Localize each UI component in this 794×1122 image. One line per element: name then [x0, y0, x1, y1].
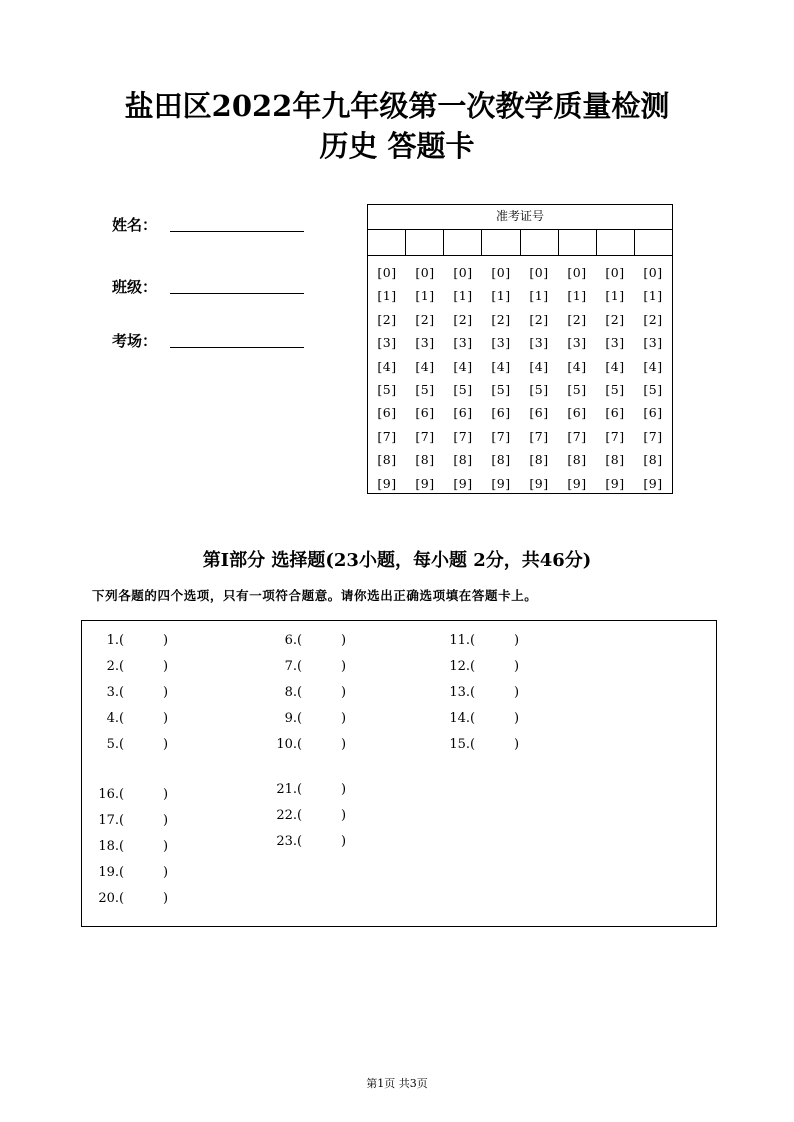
- exam-id-option-row: [368, 448, 672, 471]
- exam-id-option-bubble[interactable]: [8]: [643, 452, 663, 468]
- exam-id-option-bubble[interactable]: [3]: [377, 335, 397, 351]
- exam-id-option-bubble[interactable]: [9]: [567, 475, 587, 491]
- exam-id-option-bubble[interactable]: [3]: [605, 335, 625, 351]
- question-number: 13.: [449, 685, 470, 700]
- answer-close-paren: ): [341, 808, 347, 823]
- class-field[interactable]: [112, 276, 157, 297]
- answer-open-paren: (: [297, 834, 303, 849]
- answer-close-paren: ): [163, 711, 169, 726]
- exam-id-option-bubble[interactable]: [0]: [377, 265, 397, 280]
- answer-close-paren: ): [341, 685, 347, 700]
- answer-open-paren: (: [297, 737, 303, 752]
- question-answer-slot[interactable]: [446, 736, 519, 754]
- exam-id-option-bubble[interactable]: [7]: [377, 428, 397, 444]
- exam-id-option-bubble[interactable]: [7]: [491, 428, 511, 444]
- answer-close-paren: ): [163, 659, 169, 674]
- exam-id-option-bubble[interactable]: [1]: [529, 288, 549, 304]
- exam-id-option-bubble[interactable]: [8]: [415, 452, 435, 468]
- answer-close-paren: ): [514, 711, 520, 726]
- question-answer-slot[interactable]: [273, 658, 346, 676]
- exam-id-option-bubble[interactable]: [1]: [453, 288, 473, 304]
- question-answer-slot[interactable]: [273, 632, 346, 650]
- question-number: 21.: [276, 782, 297, 797]
- answer-close-paren: ): [341, 834, 347, 849]
- answer-open-paren: (: [119, 659, 125, 674]
- exam-id-option-bubble[interactable]: [3]: [491, 335, 511, 351]
- exam-id-option-bubble[interactable]: [2]: [605, 311, 625, 327]
- exam-id-option-bubble[interactable]: [9]: [643, 475, 663, 491]
- exam-id-option-bubble[interactable]: [7]: [567, 428, 587, 444]
- name-label: 姓名：: [112, 216, 158, 234]
- exam-id-option-bubble[interactable]: [3]: [643, 335, 663, 351]
- question-answer-slot[interactable]: [446, 658, 519, 676]
- question-answer-slot[interactable]: [95, 632, 168, 650]
- answer-open-paren: (: [470, 659, 476, 674]
- answer-close-paren: ): [341, 711, 347, 726]
- exam-id-option-bubble[interactable]: [3]: [567, 335, 587, 351]
- exam-id-option-bubble[interactable]: [6]: [605, 405, 625, 421]
- answer-close-paren: ): [163, 633, 169, 648]
- question-answer-slot[interactable]: [446, 632, 519, 650]
- question-answer-slot[interactable]: [446, 710, 519, 728]
- exam-id-option-bubble[interactable]: [3]: [529, 335, 549, 351]
- page-subtitle: 历史 答题卡: [319, 129, 475, 163]
- question-number: 19.: [98, 865, 119, 880]
- exam-id-digit-cell[interactable]: [597, 230, 635, 255]
- exam-id-option-bubble[interactable]: [1]: [491, 288, 511, 304]
- question-answer-slot[interactable]: [95, 838, 168, 856]
- question-number: 6.: [284, 633, 297, 648]
- exam-id-option-bubble[interactable]: [4]: [567, 358, 587, 374]
- section-title: 第I部分 选择题(23小题，每小题 2分，共46分): [202, 550, 592, 571]
- exam-id-option-bubble[interactable]: [6]: [415, 405, 435, 421]
- exam-id-option-row: [368, 331, 672, 354]
- exam-id-digit-cell[interactable]: [444, 230, 482, 255]
- answer-open-paren: (: [119, 633, 125, 648]
- question-answer-slot[interactable]: [95, 710, 168, 728]
- question-answer-slot[interactable]: [273, 833, 346, 851]
- question-answer-slot[interactable]: [273, 781, 346, 799]
- exam-id-option-bubble[interactable]: [1]: [643, 288, 663, 304]
- question-answer-slot[interactable]: [95, 864, 168, 882]
- question-answer-slot[interactable]: [95, 684, 168, 702]
- answer-open-paren: (: [297, 633, 303, 648]
- exam-id-option-bubble[interactable]: [0]: [643, 265, 663, 280]
- exam-id-option-bubble[interactable]: [1]: [567, 288, 587, 304]
- answer-open-paren: (: [297, 782, 303, 797]
- exam-room-label: 考场：: [112, 332, 158, 350]
- exam-id-option-row: [368, 401, 672, 424]
- question-number: 4.: [106, 711, 119, 726]
- answer-close-paren: ): [163, 813, 169, 828]
- class-label: 班级：: [112, 278, 158, 296]
- answer-close-paren: ): [163, 865, 169, 880]
- exam-id-option-bubble[interactable]: [7]: [415, 428, 435, 444]
- exam-id-option-bubble[interactable]: [9]: [453, 475, 473, 491]
- question-answer-slot[interactable]: [95, 736, 168, 754]
- exam-id-option-row: [368, 425, 672, 448]
- answer-close-paren: ): [163, 787, 169, 802]
- exam-id-option-bubble[interactable]: [4]: [529, 358, 549, 374]
- question-number: 17.: [98, 813, 119, 828]
- question-answer-slot[interactable]: [273, 807, 346, 825]
- exam-id-option-bubble[interactable]: [1]: [377, 288, 397, 304]
- answer-open-paren: (: [119, 685, 125, 700]
- answer-open-paren: (: [297, 808, 303, 823]
- question-answer-slot[interactable]: [273, 710, 346, 728]
- answer-open-paren: (: [297, 685, 303, 700]
- exam-id-option-bubble[interactable]: [3]: [415, 335, 435, 351]
- exam-id-digit-cell[interactable]: [635, 230, 672, 255]
- answer-close-paren: ): [514, 685, 520, 700]
- answer-close-paren: ): [341, 633, 347, 648]
- exam-id-option-row: [368, 378, 672, 401]
- question-number: 7.: [284, 659, 297, 674]
- question-number: 11.: [449, 633, 470, 648]
- exam-id-digit-cell[interactable]: [521, 230, 559, 255]
- exam-id-digit-cells: [368, 230, 672, 256]
- exam-id-option-bubble[interactable]: [6]: [491, 405, 511, 421]
- exam-id-option-bubble[interactable]: [2]: [377, 311, 397, 327]
- exam-id-option-bubble[interactable]: [5]: [491, 381, 511, 397]
- question-number: 15.: [449, 737, 470, 752]
- answer-open-paren: (: [470, 737, 476, 752]
- question-number: 23.: [276, 834, 297, 849]
- exam-id-option-bubble[interactable]: [7]: [643, 428, 663, 444]
- exam-id-option-bubble[interactable]: [4]: [643, 358, 663, 374]
- exam-id-option-bubble[interactable]: [8]: [377, 452, 397, 468]
- answer-open-paren: (: [119, 865, 125, 880]
- question-number: 2.: [106, 659, 119, 674]
- exam-id-option-bubble[interactable]: [2]: [529, 311, 549, 327]
- exam-id-option-bubble[interactable]: [4]: [453, 358, 473, 374]
- exam-id-option-bubble[interactable]: [0]: [567, 265, 587, 280]
- exam-id-bubble-grid: [368, 261, 672, 495]
- exam-id-option-bubble[interactable]: [4]: [377, 358, 397, 374]
- exam-id-option-bubble[interactable]: [2]: [643, 311, 663, 327]
- exam-id-header: 准考证号: [368, 205, 672, 230]
- question-number: 1.: [106, 633, 119, 648]
- question-answer-slot[interactable]: [273, 684, 346, 702]
- question-number: 12.: [449, 659, 470, 674]
- exam-id-option-bubble[interactable]: [5]: [529, 381, 549, 397]
- answer-close-paren: ): [341, 782, 347, 797]
- exam-id-option-bubble[interactable]: [4]: [605, 358, 625, 374]
- answer-close-paren: ): [514, 659, 520, 674]
- exam-id-option-bubble[interactable]: [8]: [605, 452, 625, 468]
- exam-id-option-bubble[interactable]: [0]: [415, 265, 435, 280]
- exam-id-option-bubble[interactable]: [0]: [529, 265, 549, 280]
- exam-id-option-bubble[interactable]: [3]: [453, 335, 473, 351]
- question-answer-slot[interactable]: [95, 890, 168, 908]
- exam-id-digit-cell[interactable]: [559, 230, 597, 255]
- exam-id-option-bubble[interactable]: [2]: [567, 311, 587, 327]
- exam-id-option-bubble[interactable]: [9]: [415, 475, 435, 491]
- exam-id-option-bubble[interactable]: [6]: [377, 405, 397, 421]
- exam-id-option-bubble[interactable]: [9]: [529, 475, 549, 491]
- exam-id-option-bubble[interactable]: [1]: [605, 288, 625, 304]
- question-number: 3.: [106, 685, 119, 700]
- exam-id-option-bubble[interactable]: [2]: [453, 311, 473, 327]
- exam-id-option-bubble[interactable]: [6]: [529, 405, 549, 421]
- exam-id-option-row: [368, 261, 672, 284]
- answer-close-paren: ): [341, 737, 347, 752]
- answer-open-paren: (: [297, 711, 303, 726]
- exam-id-option-row: [368, 284, 672, 307]
- exam-id-option-bubble[interactable]: [8]: [491, 452, 511, 468]
- question-number: 20.: [98, 891, 119, 906]
- answer-close-paren: ): [341, 659, 347, 674]
- exam-id-option-bubble[interactable]: [0]: [453, 265, 473, 280]
- question-number: 10.: [276, 737, 297, 752]
- question-answer-slot[interactable]: [446, 684, 519, 702]
- exam-id-option-bubble[interactable]: [7]: [453, 428, 473, 444]
- exam-id-option-row: [368, 308, 672, 331]
- answer-open-paren: (: [297, 659, 303, 674]
- question-number: 14.: [449, 711, 470, 726]
- exam-id-option-bubble[interactable]: [7]: [605, 428, 625, 444]
- exam-id-option-bubble[interactable]: [2]: [415, 311, 435, 327]
- page-title: 盐田区2022年九年级第一次教学质量检测: [124, 89, 670, 123]
- question-number: 18.: [98, 839, 119, 854]
- page-footer: 第1页 共3页: [366, 1077, 428, 1090]
- answer-open-paren: (: [470, 711, 476, 726]
- question-answer-slot[interactable]: [273, 736, 346, 754]
- exam-id-option-row: [368, 355, 672, 378]
- exam-id-digit-cell[interactable]: [368, 230, 406, 255]
- answer-open-paren: (: [119, 787, 125, 802]
- answer-close-paren: ): [163, 891, 169, 906]
- answer-close-paren: ): [163, 685, 169, 700]
- exam-id-option-bubble[interactable]: [6]: [453, 405, 473, 421]
- exam-id-option-bubble[interactable]: [9]: [377, 475, 397, 491]
- answer-close-paren: ): [514, 737, 520, 752]
- exam-id-option-bubble[interactable]: [6]: [643, 405, 663, 421]
- answer-open-paren: (: [119, 813, 125, 828]
- class-input-line[interactable]: [170, 293, 304, 294]
- exam-id-option-bubble[interactable]: [9]: [491, 475, 511, 491]
- exam-id-option-bubble[interactable]: [7]: [529, 428, 549, 444]
- exam-room-input-line[interactable]: [170, 347, 304, 348]
- question-number: 22.: [276, 808, 297, 823]
- exam-id-option-bubble[interactable]: [5]: [605, 381, 625, 397]
- section-instruction: 下列各题的四个选项，只有一项符合题意。请你选出正确选项填在答题卡上。: [92, 588, 538, 603]
- question-answer-slot[interactable]: [95, 812, 168, 830]
- question-number: 5.: [106, 737, 119, 752]
- exam-id-option-row: [368, 472, 672, 495]
- exam-room-field[interactable]: [112, 330, 157, 351]
- exam-id-option-bubble[interactable]: [0]: [605, 265, 625, 280]
- name-field[interactable]: [112, 214, 157, 235]
- exam-id-option-bubble[interactable]: [2]: [491, 311, 511, 327]
- exam-id-option-bubble[interactable]: [5]: [415, 381, 435, 397]
- exam-id-digit-cell[interactable]: [482, 230, 520, 255]
- answer-open-paren: (: [119, 891, 125, 906]
- exam-id-option-bubble[interactable]: [8]: [567, 452, 587, 468]
- exam-id-option-bubble[interactable]: [5]: [453, 381, 473, 397]
- exam-id-option-bubble[interactable]: [6]: [567, 405, 587, 421]
- question-number: 9.: [284, 711, 297, 726]
- answer-box: [81, 620, 717, 927]
- exam-id-option-bubble[interactable]: [5]: [567, 381, 587, 397]
- answer-open-paren: (: [470, 685, 476, 700]
- exam-id-digit-cell[interactable]: [406, 230, 444, 255]
- answer-open-paren: (: [119, 711, 125, 726]
- exam-id-option-bubble[interactable]: [9]: [605, 475, 625, 491]
- exam-id-box: [367, 204, 673, 494]
- exam-id-option-bubble[interactable]: [8]: [529, 452, 549, 468]
- answer-close-paren: ): [163, 737, 169, 752]
- exam-id-option-bubble[interactable]: [4]: [415, 358, 435, 374]
- answer-open-paren: (: [470, 633, 476, 648]
- question-answer-slot[interactable]: [95, 658, 168, 676]
- answer-open-paren: (: [119, 737, 125, 752]
- exam-id-option-bubble[interactable]: [1]: [415, 288, 435, 304]
- exam-id-option-bubble[interactable]: [5]: [643, 381, 663, 397]
- exam-id-option-bubble[interactable]: [8]: [453, 452, 473, 468]
- name-input-line[interactable]: [170, 231, 304, 232]
- answer-close-paren: ): [163, 839, 169, 854]
- answer-open-paren: (: [119, 839, 125, 854]
- exam-id-option-bubble[interactable]: [5]: [377, 381, 397, 397]
- exam-id-option-bubble[interactable]: [0]: [491, 265, 511, 280]
- exam-id-option-bubble[interactable]: [4]: [491, 358, 511, 374]
- question-number: 8.: [284, 685, 297, 700]
- question-number: 16.: [98, 787, 119, 802]
- answer-close-paren: ): [514, 633, 520, 648]
- question-answer-slot[interactable]: [95, 786, 168, 804]
